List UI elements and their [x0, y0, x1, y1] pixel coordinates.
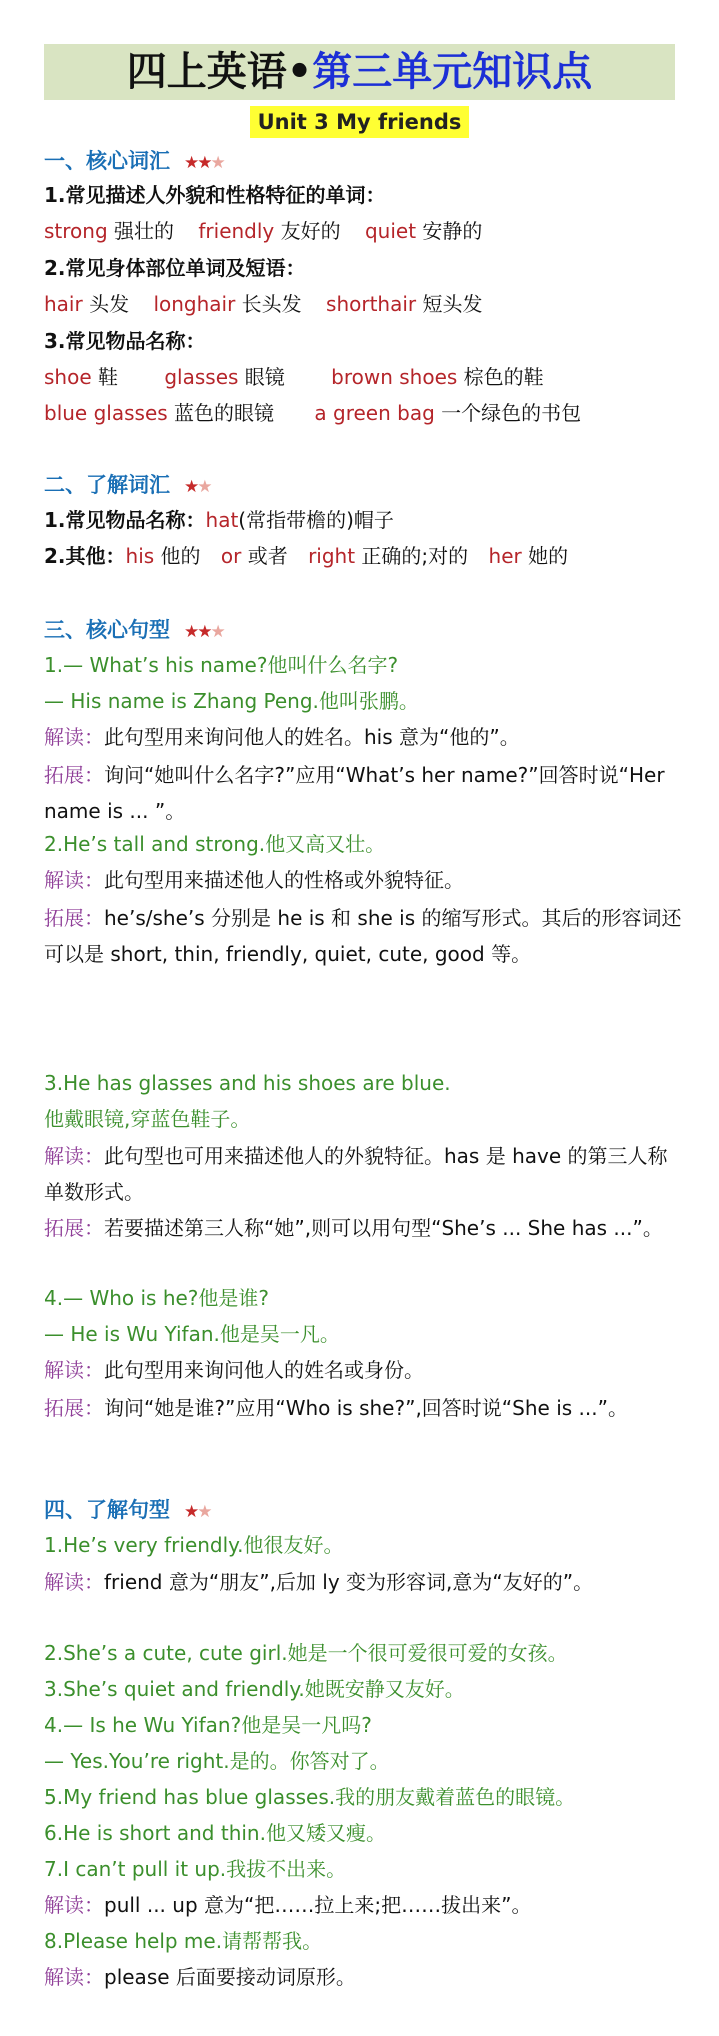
sentence: 2.She’s a cute, cute girl.她是一个很可爱很可爱的女孩。: [44, 1641, 568, 1665]
section-heading-core-vocabulary: [44, 146, 224, 178]
explanation: 解读：此句型用来描述他人的性格或外貌特征。: [44, 868, 464, 892]
section-heading-extra-sentences: [44, 1495, 211, 1527]
sentence: 3.He has glasses and his shoes are blue.: [44, 1071, 451, 1095]
sentence: 7.I can’t pull it up.我拔不出来。: [44, 1857, 347, 1881]
section-heading-text: 二、了解词汇: [44, 473, 170, 497]
explanation: 解读：此句型用来询问他人的姓名或身份。: [44, 1358, 424, 1382]
subheading: 3.常见物品名称：: [44, 329, 206, 353]
title-part1: 四上英语•: [126, 49, 313, 95]
rating-stars-icon: ★★★: [184, 153, 224, 173]
extension: 拓展：询问“她叫什么名字?”应用“What’s her name?”回答时说“Her name is ... ”。: [44, 763, 665, 823]
word-row: shoe 鞋 glasses 眼镜 brown shoes 棕色的鞋: [44, 365, 544, 389]
word-row: blue glasses 蓝色的眼镜 a green bag 一个绿色的书包: [44, 401, 582, 425]
explanation: 解读：此句型用来询问他人的姓名。his 意为“他的”。: [44, 725, 520, 749]
subtitle: [0, 106, 719, 138]
sentence: — Yes.You’re right.是的。你答对了。: [44, 1749, 390, 1773]
explanation: 解读：friend 意为“朋友”,后加 ly 变为形容词,意为“友好的”。: [44, 1570, 594, 1594]
extension: 拓展：询问“她是谁?”应用“Who is she?”,回答时说“She is ...”。: [44, 1396, 628, 1420]
rating-stars-icon: ★★: [184, 1502, 211, 1522]
extension: 拓展：he’s/she’s 分别是 he is 和 she is 的缩写形式。其后的形容词还可以是 short, thin, friendly, quiet, cute, good 等。: [44, 906, 682, 966]
extension: 拓展：若要描述第三人称“她”,则可以用句型“She’s ... She has ...”。: [44, 1216, 663, 1240]
subheading: 2.常见身体部位单词及短语：: [44, 256, 306, 280]
sentence: — His name is Zhang Peng.他叫张鹏。: [44, 689, 419, 713]
sentence: — He is Wu Yifan.他是吴一凡。: [44, 1322, 340, 1346]
title-part2: 第三单元知识点: [312, 49, 593, 95]
sentence: 他戴眼镜,穿蓝色鞋子。: [44, 1107, 251, 1131]
sentence: 2.He’s tall and strong.他又高又壮。: [44, 832, 386, 856]
explanation: 解读：please 后面要接动词原形。: [44, 1965, 356, 1989]
sentence: 3.She’s quiet and friendly.她既安静又友好。: [44, 1677, 465, 1701]
sentence: 1.He’s very friendly.他很友好。: [44, 1533, 344, 1557]
section-heading-text: 一、核心词汇: [44, 149, 170, 173]
rating-stars-icon: ★★: [184, 477, 211, 497]
word-row: hair 头发 longhair 长头发 shorthair 短头发: [44, 292, 483, 316]
explanation: 解读：此句型也可用来描述他人的外貌特征。has 是 have 的第三人称单数形式。: [44, 1144, 668, 1204]
section-heading-core-sentences: [44, 615, 224, 647]
sentence: 4.— Is he Wu Yifan?他是吴一凡吗?: [44, 1713, 372, 1737]
sentence: 5.My friend has blue glasses.我的朋友戴着蓝色的眼镜。: [44, 1785, 576, 1809]
word-row: 2.其他：his 他的 or 或者 right 正确的;对的 her 她的: [44, 544, 569, 568]
section-heading-text: 四、了解句型: [44, 1498, 170, 1522]
subheading: 1.常见描述人外貌和性格特征的单词：: [44, 183, 386, 207]
word-row: 1.常见物品名称：hat(常指带檐的)帽子: [44, 508, 394, 532]
page-title: [44, 44, 675, 100]
section-heading-extra-vocabulary: [44, 470, 211, 502]
section-heading-text: 三、核心句型: [44, 618, 170, 642]
explanation: 解读：pull ... up 意为“把……拉上来;把……拔出来”。: [44, 1893, 532, 1917]
rating-stars-icon: ★★★: [184, 622, 224, 642]
word-row: strong 强壮的 friendly 友好的 quiet 安静的: [44, 219, 483, 243]
sentence: 6.He is short and thin.他又矮又瘦。: [44, 1821, 386, 1845]
sentence: 1.— What’s his name?他叫什么名字?: [44, 653, 399, 677]
sentence: 4.— Who is he?他是谁?: [44, 1286, 270, 1310]
sentence: 8.Please help me.请帮帮我。: [44, 1929, 323, 1953]
subtitle-text: Unit 3 My friends: [250, 106, 470, 138]
